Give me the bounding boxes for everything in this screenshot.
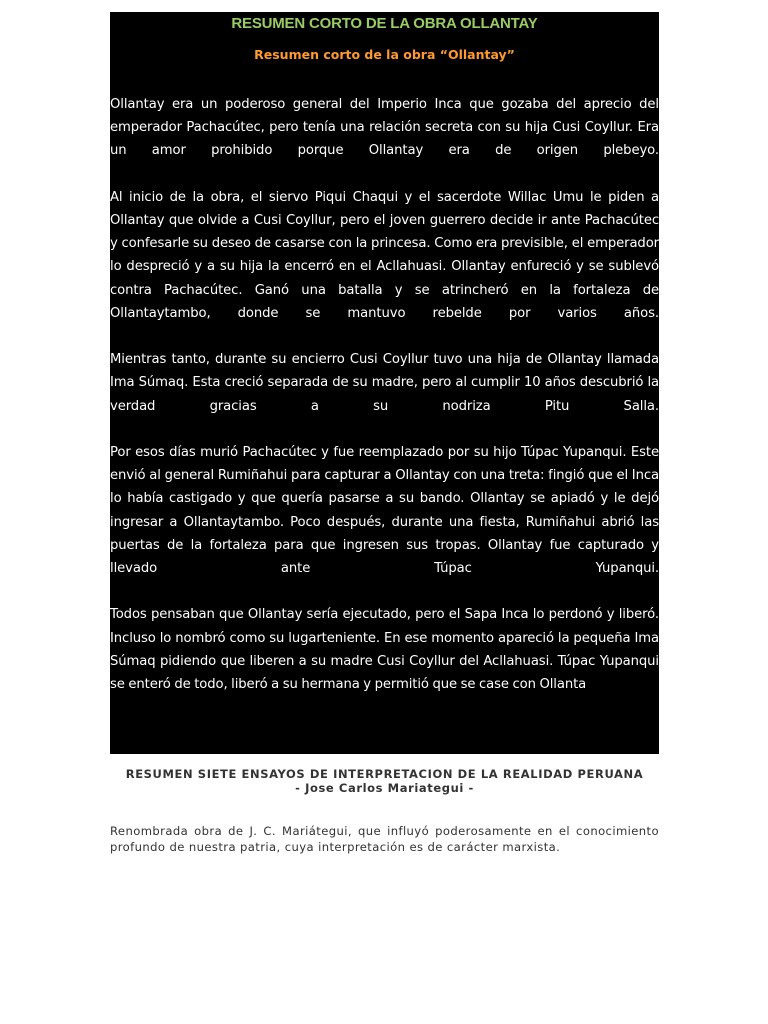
ensayos-title: RESUMEN SIETE ENSAYOS DE INTERPRETACION DE LA REALIDAD PERUANA bbox=[125, 767, 644, 781]
ollantay-paragraph: Ollantay era un poderoso general del Imperio Inca que gozaba del aprecio del emperador Pachacútec, pero tenía una relación secreta con su hija Cusi Coyllur. Era un amor prohibido porque Ollantay era de origen plebeyo. bbox=[110, 97, 659, 159]
ollantay-paragraph: Mientras tanto, durante su encierro Cusi Coyllur tuvo una hija de Ollantay llamada Ima Súmaq. Esta creció separada de su madre, pero al cumplir 10 años descubrió la verdad gracias a su nodriza Pitu Salla. bbox=[110, 352, 659, 414]
ensayos-author: - Jose Carlos Mariategui - bbox=[295, 781, 474, 795]
ensayos-body: Renombrada obra de J. C. Mariátegui, que influyó poderosamente en el conocimiento profundo de nuestra patria, cuya interpretación es de carácter marxista. bbox=[110, 824, 659, 854]
ollantay-paragraph: Por esos días murió Pachacútec y fue reemplazado por su hijo Túpac Yupanqui. Este envió al general Rumiñahui para capturar a Ollantay con una treta: fingió que el Inca lo había castigado y que quería pasarse a su bando. Ollantay se apiadó y le dejó ingresar a Ollantaytambo. Poco después, durante una fiesta, Rumiñahui abrió las puertas de la fortaleza para que ingresen sus tropas. Ollantay fue capturado y llevado ante Túpac Yupanqui. bbox=[110, 445, 659, 577]
ollantay-title: RESUMEN CORTO DE LA OBRA OLLANTAY bbox=[231, 15, 538, 32]
ollantay-paragraph: Todos pensaban que Ollantay sería ejecutado, pero el Sapa Inca lo perdonó y liberó. Incluso lo nombró como su lugarteniente. En ese momento apareció la pequeña Ima Súmaq pidiendo que liberen a su madre Cusi Coyllur del Acllahuasi. Túpac Yupanqui se enteró de todo, liberó a su hermana y permitió que se case con Ollanta bbox=[110, 607, 659, 693]
ollantay-body bbox=[110, 93, 659, 696]
ollantay-paragraph: Al inicio de la obra, el siervo Piqui Chaqui y el sacerdote Willac Umu le piden a Ollantay que olvide a Cusi Coyllur, pero el joven guerrero decide ir ante Pachacútec y confesarle su deseo de casarse con la princesa. Como era previsible, el emperador lo despreció y a su hija la encerró en el Acllahuasi. Ollantay enfureció y se sublevó contra Pachacútec. Ganó una batalla y se atrincheró en la fortaleza de Ollantaytambo, donde se mantuvo rebelde por varios años. bbox=[110, 189, 659, 321]
ensayos-section bbox=[110, 767, 659, 855]
ollantay-subtitle: Resumen corto de la obra “Ollantay” bbox=[254, 47, 515, 62]
ollantay-summary-panel bbox=[110, 12, 659, 754]
